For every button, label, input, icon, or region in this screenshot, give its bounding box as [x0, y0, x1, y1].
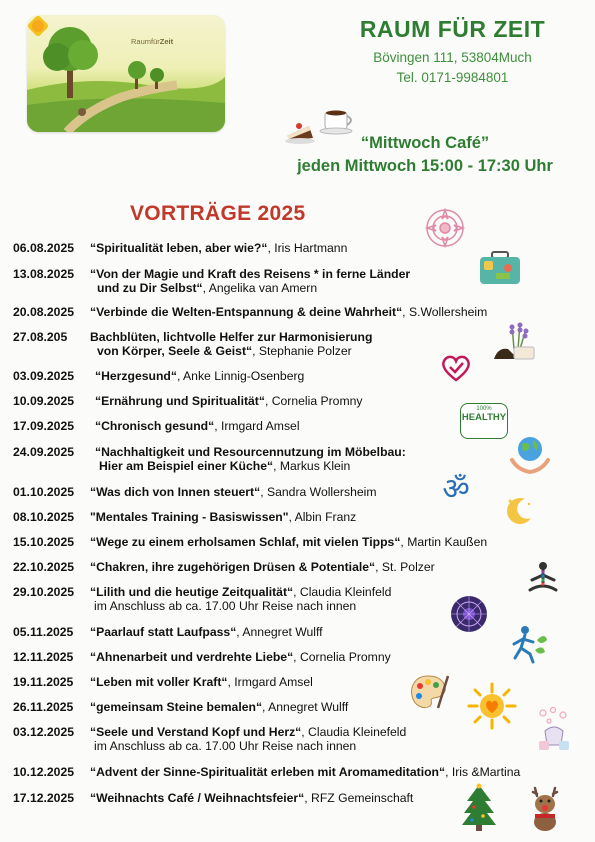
- event-date: 12.11.2025: [13, 650, 74, 664]
- event-date: 17.12.2025: [13, 791, 74, 805]
- event-date: 01.10.2025: [13, 485, 74, 499]
- lavender-icon: [490, 319, 540, 363]
- event-note: im Anschluss ab ca. 17.00 Uhr Reise nach innen: [94, 599, 357, 613]
- event-title-line2: Hier am Beispiel einer Küche“: [99, 459, 274, 473]
- event-date: 10.12.2025: [13, 765, 74, 779]
- event-title: "Mentales Training - Basiswissen": [90, 510, 289, 524]
- event-title: “Spiritualität leben, aber wie?“: [90, 241, 268, 255]
- logo-wordmark: RaumfürZeit: [131, 37, 174, 46]
- aroma-diffuser-icon: [533, 705, 575, 753]
- event-date: 06.08.2025: [13, 241, 74, 255]
- event-date: 26.11.2025: [13, 700, 74, 714]
- event-date: 17.09.2025: [13, 419, 74, 433]
- event-date: 10.09.2025: [13, 394, 74, 408]
- runner-leaf-icon: [505, 622, 549, 666]
- cafe-time: jeden Mittwoch 15:00 - 17:30 Uhr: [297, 157, 553, 175]
- event-speaker: , Markus Klein: [273, 459, 351, 473]
- event-title: “Was dich von Innen steuert“: [90, 485, 261, 499]
- event-speaker: , Claudia Kleinefeld: [301, 725, 407, 739]
- sun-heart-icon: [467, 682, 517, 730]
- event-date: 22.10.2025: [13, 560, 74, 574]
- event-title: “Ahnenarbeit und verdrehte Liebe“: [90, 650, 294, 664]
- event-date: 05.11.2025: [13, 625, 74, 639]
- event-title: Bachblüten, lichtvolle Helfer zur Harmonisierung: [90, 330, 373, 344]
- org-phone: Tel. 0171-9984801: [396, 70, 509, 85]
- event-title-line2: und zu Dir Selbst“: [97, 281, 203, 295]
- event-title: “Seele und Verstand Kopf und Herz“: [90, 725, 302, 739]
- landscape-illustration: [27, 15, 225, 132]
- event-date: 08.10.2025: [13, 510, 74, 524]
- logo-card: [27, 15, 225, 132]
- event-date: 27.08.205: [13, 330, 68, 344]
- reindeer-icon: [523, 784, 567, 832]
- event-title: “Advent der Sinne-Spiritualität erleben mit Aromameditation“: [90, 765, 446, 779]
- event-speaker: , Stephanie Polzer: [252, 344, 352, 358]
- event-speaker: , Cornelia Promny: [293, 650, 391, 664]
- event-speaker: , Anke Linnig-Osenberg: [176, 369, 305, 383]
- event-date: 29.10.2025: [13, 585, 74, 599]
- mandala-icon: [424, 207, 466, 249]
- event-speaker: , St. Polzer: [375, 560, 435, 574]
- event-speaker: , Iris Hartmann: [267, 241, 348, 255]
- event-title: “Von der Magie und Kraft des Reisens * in ferne Länder: [90, 267, 411, 281]
- event-speaker: , Iris &Martina: [445, 765, 521, 779]
- event-date: 24.09.2025: [13, 445, 74, 459]
- talks-title: VORTRÄGE 2025: [130, 202, 306, 225]
- event-speaker: , Irmgard Amsel: [227, 675, 313, 689]
- event-title: “Lilith und die heutige Zeitqualität“: [90, 585, 294, 599]
- event-title: “Leben mit voller Kraft“: [90, 675, 228, 689]
- event-title-line2: von Körper, Seele & Geist“: [97, 344, 253, 358]
- event-speaker: , Annegret Wulff: [236, 625, 323, 639]
- zodiac-wheel-icon: [449, 594, 489, 634]
- event-title: “Paarlauf statt Laufpass“: [90, 625, 237, 639]
- event-title: “Wege zu einem erholsamen Schlaf, mit vielen Tipps“: [90, 535, 401, 549]
- event-date: 03.09.2025: [13, 369, 74, 383]
- event-speaker: , Irmgard Amsel: [214, 419, 300, 433]
- event-date: 13.08.2025: [13, 267, 74, 281]
- meditation-chakra-icon: [526, 560, 560, 596]
- event-speaker: , RFZ Gemeinschaft: [304, 791, 414, 805]
- cafe-name: “Mittwoch Café”: [360, 134, 490, 152]
- event-title: “Chakren, ihre zugehörigen Drüsen & Potentiale“: [90, 560, 376, 574]
- event-date: 15.10.2025: [13, 535, 74, 549]
- org-address: Bövingen 111, 53804Much: [373, 50, 532, 65]
- paint-palette-icon: [408, 672, 450, 712]
- event-speaker: , Albin Franz: [288, 510, 357, 524]
- org-title: RAUM FÜR ZEIT: [359, 16, 546, 42]
- healthy-badge-icon: 100% HEALTHY: [460, 403, 508, 439]
- event-speaker: , Annegret Wulff: [262, 700, 349, 714]
- event-title: “Verbinde die Welten-Entspannung & deine Wahrheit“: [90, 305, 403, 319]
- heart-check-icon: [440, 353, 472, 383]
- christmas-tree-icon: [460, 783, 498, 833]
- event-date: 19.11.2025: [13, 675, 74, 689]
- event-date: 03.12.2025: [13, 725, 74, 739]
- event-speaker: , Martin Kaußen: [400, 535, 488, 549]
- om-icon: ॐ: [442, 472, 470, 507]
- event-title: “Ernährung und Spiritualität“: [95, 394, 265, 408]
- event-date: 20.08.2025: [13, 305, 74, 319]
- event-speaker: , Cornelia Promny: [264, 394, 363, 408]
- event-title: “Weihnachts Café / Weihnachtsfeier“: [90, 791, 305, 805]
- event-speaker: , Sandra Wollersheim: [260, 485, 377, 499]
- event-note: im Anschluss ab ca. 17.00 Uhr Reise nach innen: [94, 739, 357, 753]
- event-title: “gemeinsam Steine bemalen“: [90, 700, 263, 714]
- suitcase-icon: [478, 250, 523, 286]
- event-title: “Herzgesund“: [95, 369, 177, 383]
- event-title: “Nachhaltigkeit und Resourcennutzung im Möbelbau:: [95, 445, 406, 459]
- event-speaker: , S.Wollersheim: [402, 305, 488, 319]
- event-title: “Chronisch gesund“: [95, 419, 215, 433]
- globe-hands-icon: [508, 432, 552, 476]
- sun-logo-icon: [27, 15, 49, 37]
- event-speaker: , Claudia Kleinfeld: [293, 585, 392, 599]
- event-speaker: , Angelika van Amern: [202, 281, 318, 295]
- moon-icon: [501, 494, 535, 528]
